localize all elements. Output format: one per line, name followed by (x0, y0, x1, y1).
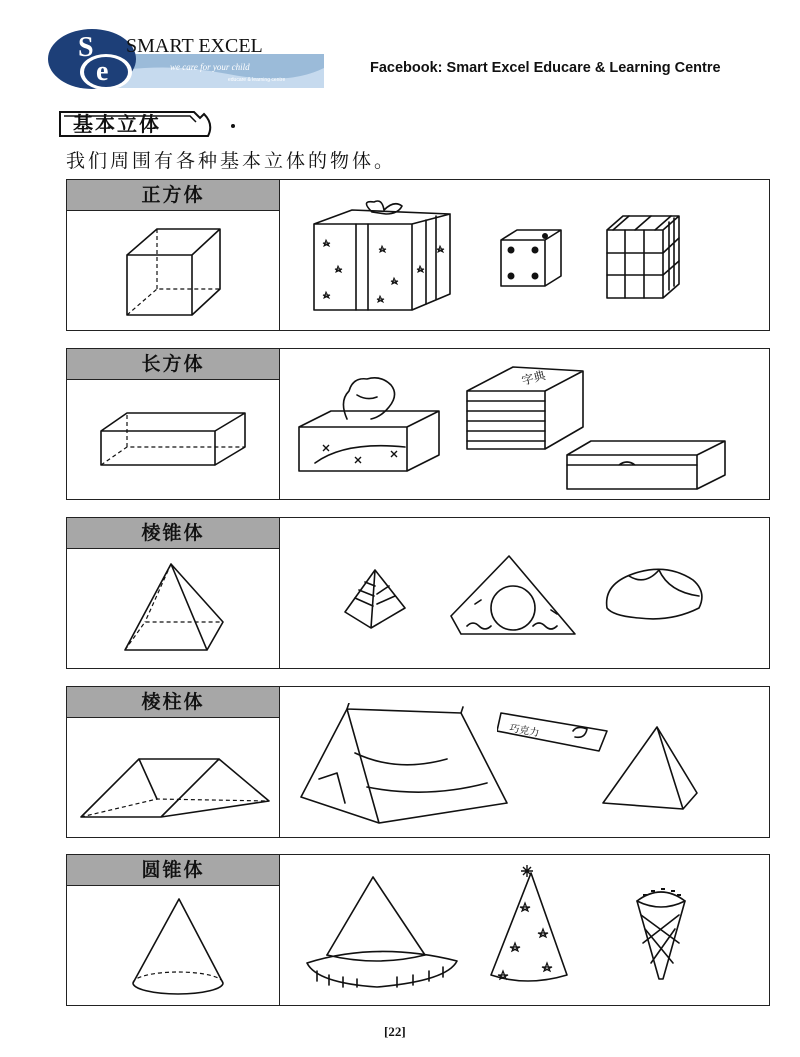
row-prism (66, 686, 770, 838)
tent-drawing (297, 703, 509, 827)
dice-drawing (497, 226, 567, 292)
dictionary-label: 字典 (520, 368, 547, 388)
logo-letter-e: e (96, 56, 109, 87)
row-label-pyramid: 棱锥体 (67, 518, 279, 549)
curry-puff-drawing (599, 562, 709, 626)
pencil-case-drawing (563, 435, 731, 495)
cuboid-shape-drawing (97, 409, 252, 471)
row-label-prism: 棱柱体 (67, 687, 279, 718)
ice-cream-cone-drawing (633, 883, 689, 987)
row-label-cone: 圆锥体 (67, 855, 279, 886)
page-number: [22] (384, 1024, 406, 1039)
logo-letter-s: S (78, 32, 94, 63)
row-label-cuboid: 长方体 (67, 349, 279, 380)
candy-label: 巧克力 (508, 723, 540, 740)
row-label-cube: 正方体 (67, 180, 279, 211)
straw-hat-drawing (297, 871, 467, 991)
row-cuboid (66, 348, 770, 500)
pyramid-shape-drawing (121, 560, 231, 660)
triangular-block-drawing (599, 723, 709, 815)
rubiks-cube-drawing (603, 210, 683, 302)
zongzi-drawing (341, 566, 411, 636)
row-pyramid (66, 517, 770, 669)
facebook-caption: Facebook: Smart Excel Educare & Learning Centre (370, 60, 721, 76)
triangular-sandwich-drawing (447, 552, 579, 638)
smart-excel-logo (48, 28, 324, 90)
cone-shape-drawing (127, 895, 227, 1007)
gift-box-drawing (302, 196, 462, 316)
prism-shape-drawing (77, 733, 273, 823)
party-hat-drawing (487, 863, 573, 991)
section-title: 基本立体 (73, 112, 161, 136)
tissue-box-drawing (295, 371, 445, 475)
intro-sentence: 我们周围有各种基本立体的物体。 (66, 150, 397, 172)
cube-shape-drawing (122, 225, 232, 320)
logo-tagline: we care for your child (170, 62, 250, 72)
row-cube (66, 179, 770, 331)
stray-dot (231, 124, 235, 128)
row-cone (66, 854, 770, 1006)
logo-subtitle: educare & learning centre (228, 77, 286, 83)
logo-text: SMART EXCEL (126, 35, 263, 57)
